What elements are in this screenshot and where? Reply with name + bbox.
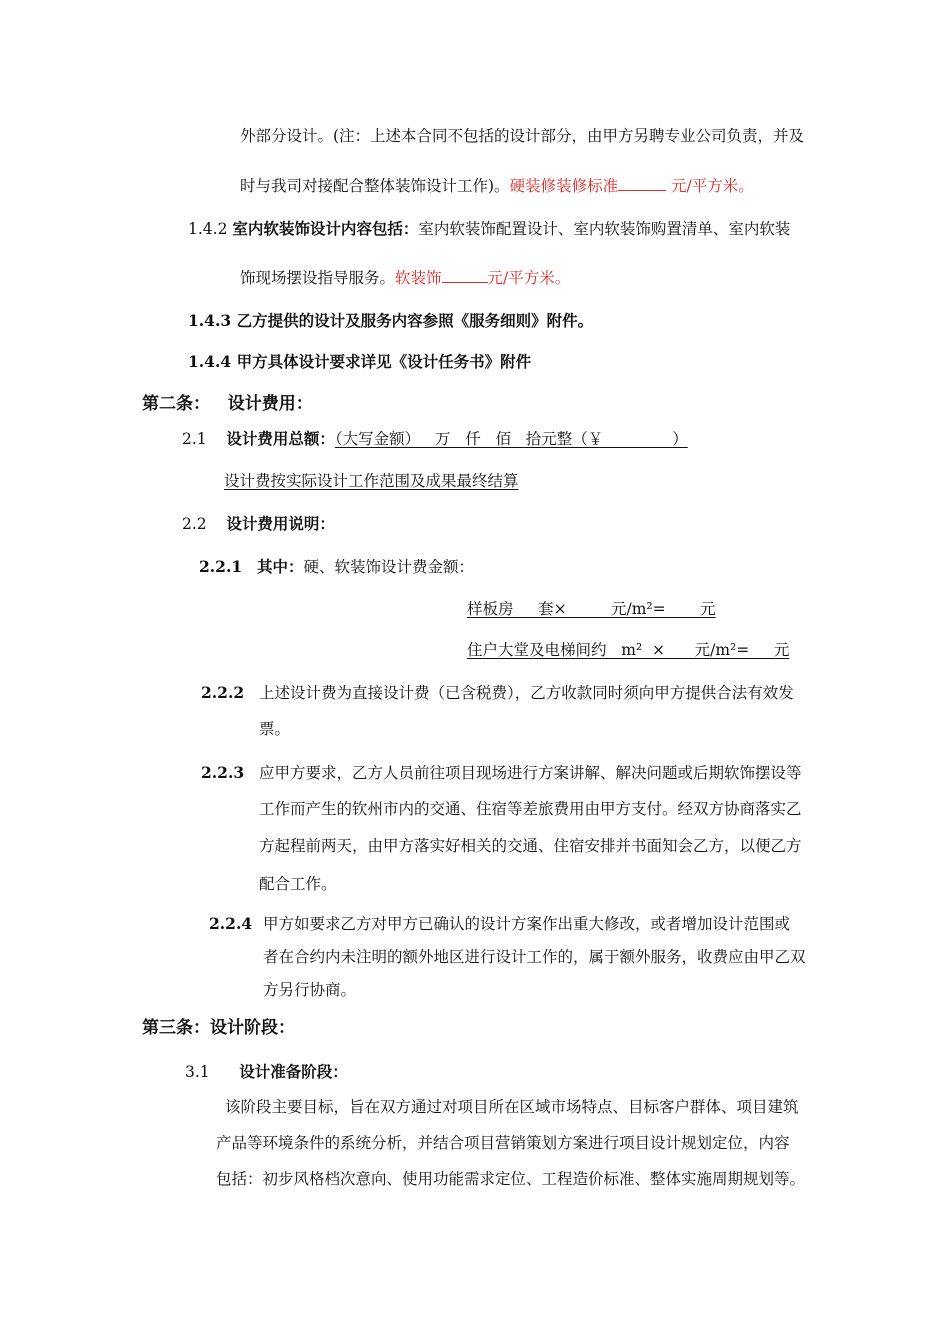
soft-decoration-label: 软装饰 — [395, 269, 442, 287]
section-title: 室内软装饰设计内容包括： — [232, 219, 419, 238]
section-1-4-3 — [188, 311, 593, 331]
section-number: 2.2 — [182, 515, 207, 533]
paragraph-line: 应甲方要求，乙方人员前往项目现场进行方案讲解、解决问题或后期软饰摆设等 — [259, 764, 802, 782]
paragraph-line — [240, 268, 570, 288]
paragraph-text: 时与我司对接配合整体装饰设计工作)。 — [240, 177, 510, 195]
paragraph-line: 上述设计费为直接设计费（已含税费），乙方收款同时须向甲方提供合法有效发 — [259, 684, 794, 702]
paragraph-line: 甲方如要求乙方对甲方已确认的设计方案作出重大修改，或者增加设计范围或 — [263, 915, 791, 933]
section-number: 2.2.3 — [201, 763, 245, 782]
fee-settlement-note: 设计费按实际设计工作范围及成果最终结算 — [224, 472, 519, 490]
paragraph-line: 产品等环境条件的系统分析，并结合项目营销策划方案进行项目设计规划定位，内容 — [216, 1134, 790, 1152]
fee-row-lobby: 住户大堂及电梯间约 m² × 元/m²= 元 — [467, 641, 790, 659]
paragraph-line: 工作而产生的钦州市内的交通、住宿等差旅费用由甲方支付。经双方协商落实乙 — [259, 800, 802, 818]
paragraph-line: 外部分设计。(注：上述本合同不包括的设计部分，由甲方另聘专业公司负责，并及 — [240, 127, 805, 145]
paragraph-line: 该阶段主要目标，旨在双方通过对项目所在区域市场特点、目标客户群体、项目建筑 — [225, 1098, 799, 1116]
soft-decoration-unit: 元/平方米。 — [487, 269, 571, 287]
section-title: 设计费用总额： — [226, 429, 335, 448]
total-fee-amount: （大写金额） 万 仟 佰 拾元整（￥ ） — [334, 430, 688, 448]
section-text: 乙方提供的设计及服务内容参照《服务细则》附件。 — [236, 311, 594, 330]
paragraph-line: 配合工作。 — [259, 875, 337, 893]
fee-row-sample-room: 样板房 套× 元/m²= 元 — [467, 600, 716, 618]
section-2-2 — [182, 514, 335, 534]
soft-decoration-blank — [442, 268, 488, 283]
article-label: 第二条： — [142, 394, 210, 414]
paragraph-line — [240, 176, 754, 196]
section-title: 设计费用说明： — [226, 514, 335, 533]
section-title: 设计准备阶段： — [239, 1062, 348, 1081]
section-2-2-1 — [199, 557, 474, 577]
section-text: 硬、软装饰设计费金额： — [303, 558, 474, 576]
paragraph-line: 包括：初步风格档次意向、使用功能需求定位、工程造价标准、整体实施周期规划等。 — [216, 1170, 806, 1188]
section-number: 2.2.1 — [199, 557, 243, 576]
article-label: 第三条： — [142, 1018, 210, 1038]
article-title: 设计阶段： — [210, 1018, 295, 1038]
section-label: 其中： — [256, 557, 304, 576]
section-2-1 — [182, 429, 688, 449]
section-number: 3.1 — [185, 1063, 210, 1081]
section-3-1 — [185, 1062, 348, 1082]
section-number: 2.1 — [182, 430, 207, 448]
article-3-heading — [142, 1018, 295, 1038]
hard-decoration-blank — [618, 176, 666, 191]
section-number: 1.4.4 — [188, 352, 232, 371]
section-1-4-2 — [188, 219, 790, 239]
article-title: 设计费用： — [227, 394, 313, 414]
hard-decoration-standard-label: 硬装修装修标准 — [509, 177, 619, 195]
paragraph-line: 方起程前两天，由甲方落实好相关的交通、住宿安排并书面知会乙方，以便乙方 — [259, 837, 802, 855]
paragraph-line: 者在合约内未注明的额外地区进行设计工作的，属于额外服务，收费应由甲乙双 — [263, 948, 806, 966]
article-2-heading — [142, 394, 313, 414]
paragraph-text: 饰现场摆设指导服务。 — [240, 269, 396, 287]
paragraph-text: 室内软装饰配置设计、室内软装饰购置清单、室内软装 — [418, 220, 791, 238]
paragraph-line: 票。 — [259, 720, 291, 738]
section-number: 1.4.3 — [188, 311, 232, 330]
paragraph-line: 方另行协商。 — [263, 981, 357, 999]
section-number: 1.4.2 — [188, 220, 228, 238]
section-number: 2.2.2 — [201, 683, 245, 702]
section-1-4-4 — [188, 352, 531, 372]
section-text: 甲方具体设计要求详见《设计任务书》附件 — [236, 352, 532, 371]
section-number: 2.2.4 — [209, 914, 253, 933]
hard-decoration-unit: 元/平方米。 — [671, 177, 754, 195]
